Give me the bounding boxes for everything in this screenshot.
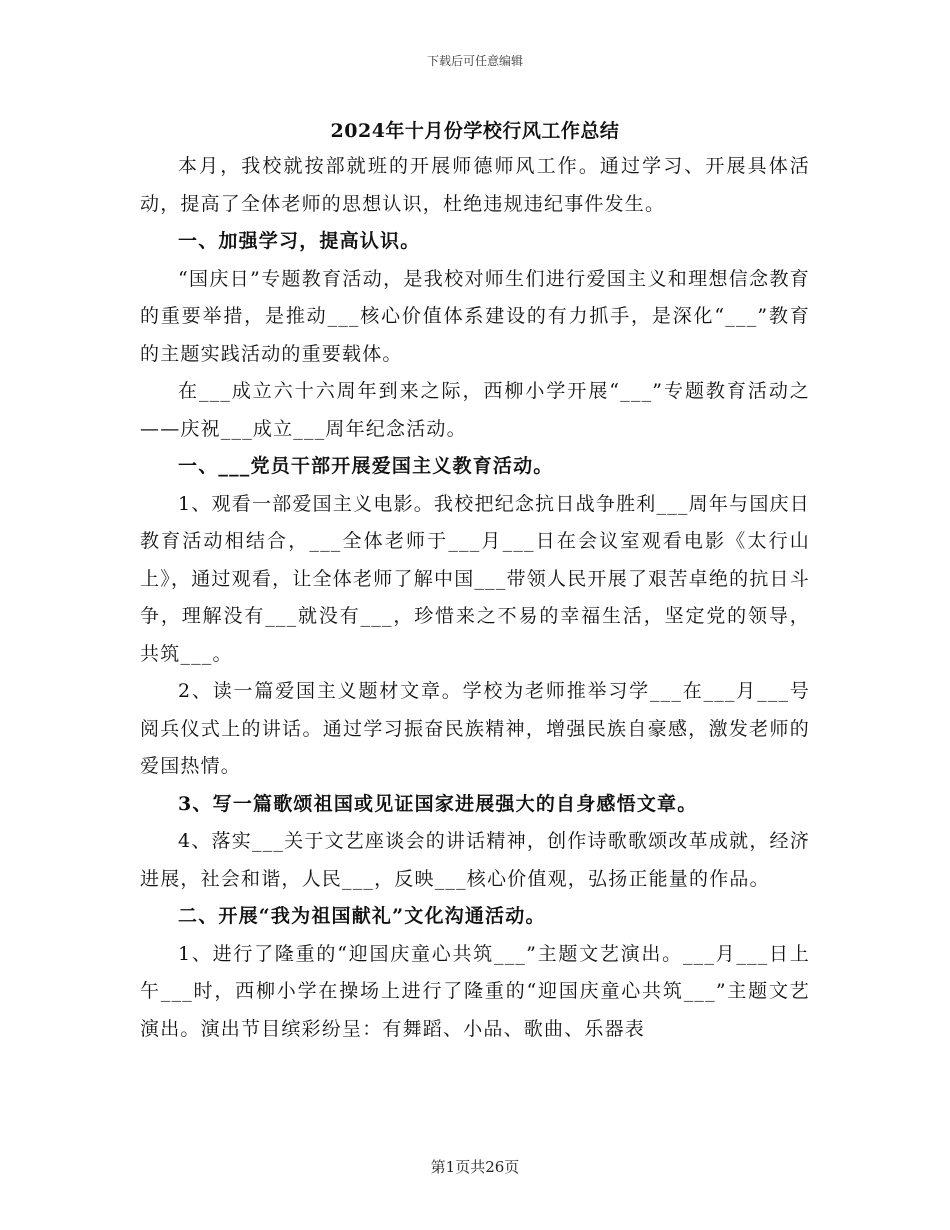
paragraph-item-performance: 1、进行了隆重的“迎国庆童心共筑___”主题文艺演出。___月___日上午___时，西柳小学在操场上进行了隆重的“迎国庆童心共筑___”主题文艺演出。演出节目缤彩纷呈：有舞蹈、小品、歌曲、乐器表 xyxy=(140,942,810,1040)
paragraph: 在___成立六十六周年到来之际，西柳小学开展“___”专题教育活动之——庆祝___成立___周年纪念活动。 xyxy=(140,380,810,440)
document-title: 2024年十月份学校行风工作总结 xyxy=(330,120,620,142)
section-heading-party: 一、___党员干部开展爱国主义教育活动。 xyxy=(178,455,554,477)
paragraph-item-1: 1、观看一部爱国主义电影。我校把纪念抗日战争胜利___周年与国庆日教育活动相结合，___全体老师于___月___日在会议室观看电影《太行山上》，通过观看，让全体老师了解中国___带领人民开展了艰苦卓绝的抗日斗争，理解没有___就没有___，珍惜来之不易的幸福生活，坚定党的领导，共筑___。 xyxy=(140,492,810,665)
section-heading-2: 二、开展“我为祖国献礼”文化沟通活动。 xyxy=(178,905,546,927)
page-number: 第1页共26页 xyxy=(430,1158,520,1176)
paragraph-item-3: 3、写一篇歌颂祖国或见证国家进展强大的自身感悟文章。 xyxy=(178,792,698,815)
page-header: 下载后可任意编辑 xyxy=(426,54,523,68)
paragraph-intro: 本月，我校就按部就班的开展师德师风工作。通过学习、开展具体活动，提高了全体老师的思想认识，杜绝违规违纪事件发生。 xyxy=(140,155,810,215)
document-body xyxy=(140,148,810,1048)
paragraph-item-4: 4、落实___关于文艺座谈会的讲话精神，创作诗歌歌颂改革成就，经济进展，社会和谐，人民___，反映___核心价值观，弘扬正能量的作品。 xyxy=(140,830,810,890)
paragraph-item-2: 2、读一篇爱国主义题材文章。学校为老师推举习学___在___月___号阅兵仪式上的讲话。通过学习振奋民族精神，增强民族自豪感，激发老师的爱国热情。 xyxy=(140,680,810,777)
section-heading-1: 一、加强学习，提高认识。 xyxy=(178,230,421,252)
paragraph: “国庆日”专题教育活动，是我校对师生们进行爱国主义和理想信念教育的重要举措，是推动___核心价值体系建设的有力抓手，是深化“___”教育的主题实践活动的重要载体。 xyxy=(140,267,810,365)
